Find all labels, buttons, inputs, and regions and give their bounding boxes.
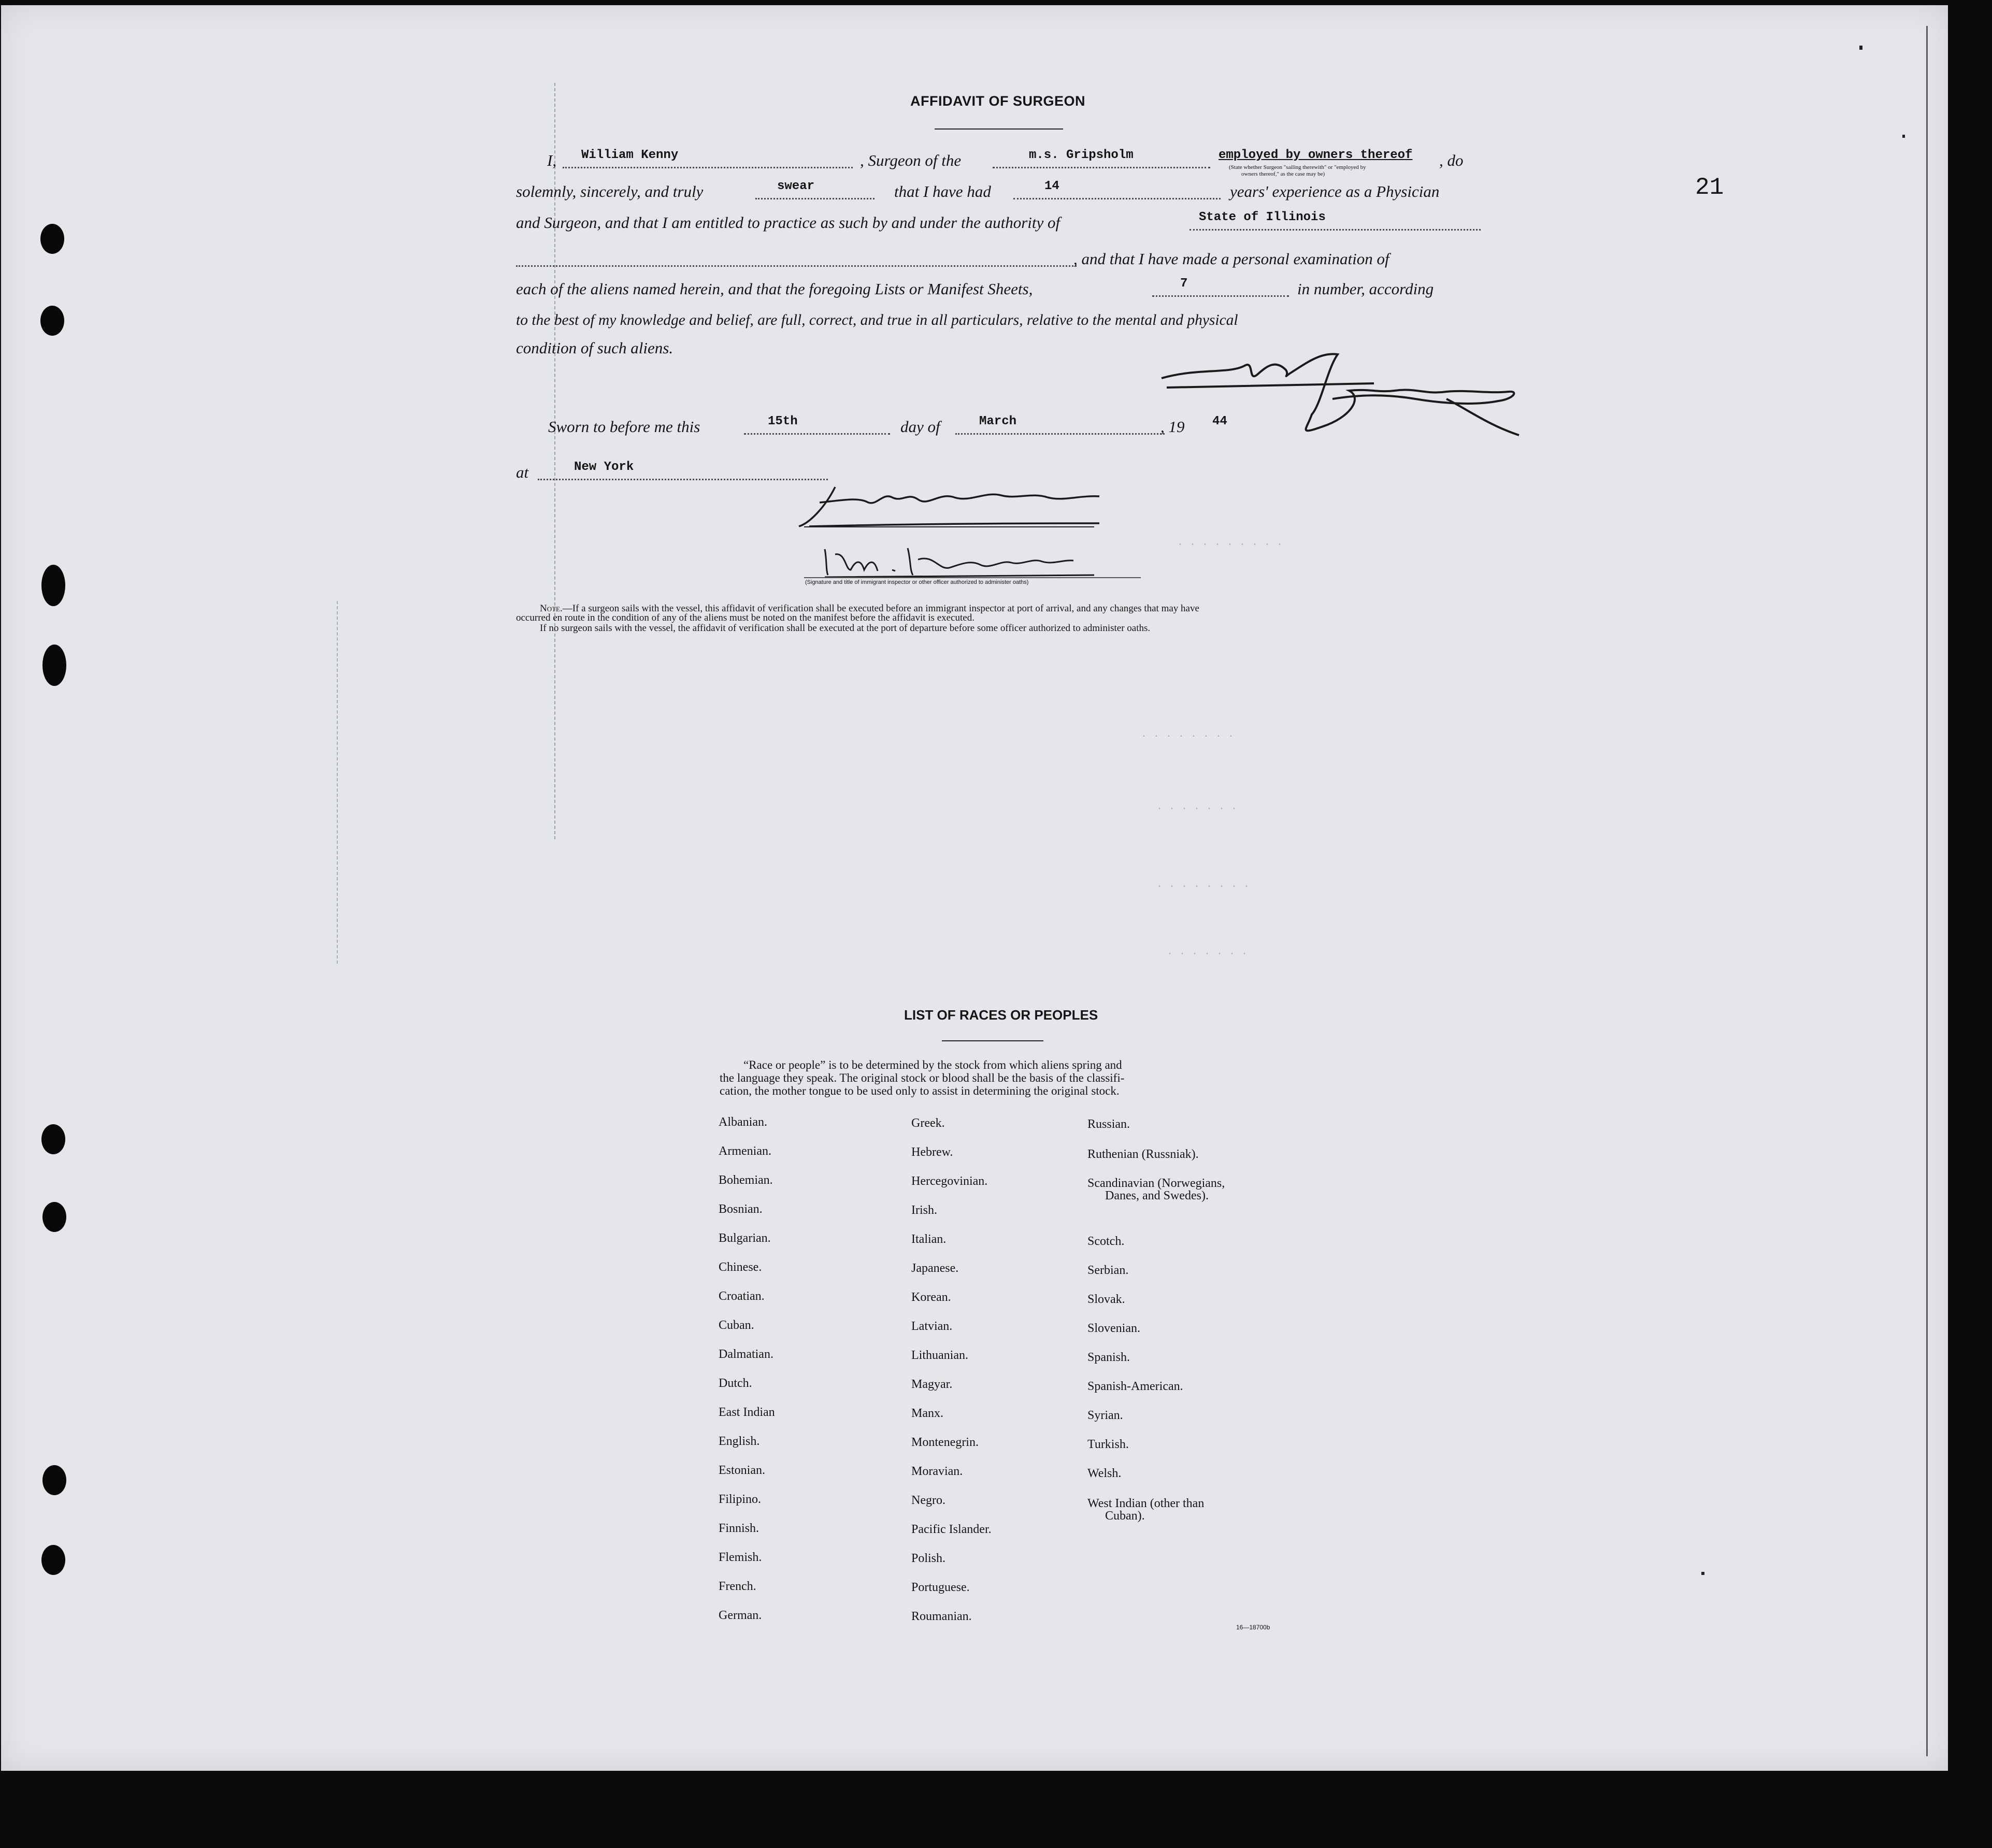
race-item: Italian. (911, 1233, 947, 1246)
punch-hole (41, 1124, 65, 1154)
race-item: Flemish. (719, 1551, 762, 1564)
signature-caption: (Signature and title of immigrant inspector or other officer authorized to administer oaths) (805, 579, 1029, 585)
race-item: Cuban. (719, 1319, 754, 1332)
text-fragment: condition of such aliens. (516, 339, 673, 357)
text-fragment: I, (547, 151, 557, 169)
race-item: Russian. (1087, 1118, 1130, 1131)
race-item: Pacific Islander. (911, 1523, 992, 1536)
text-fragment: day of (900, 418, 940, 436)
speck (1701, 1572, 1704, 1575)
race-item: Montenegrin. (911, 1436, 979, 1449)
race-item: Danes, and Swedes). (1105, 1189, 1209, 1202)
race-item: Moravian. (911, 1465, 963, 1478)
race-item: Croatian. (719, 1290, 765, 1303)
punch-hole (42, 1202, 66, 1232)
text-fragment: Sworn to before me this (548, 418, 700, 436)
punch-hole (40, 306, 64, 336)
bleed-through-mark: · · · · · · · · (1156, 881, 1250, 893)
race-item: Finnish. (719, 1522, 759, 1535)
text-fragment: , 19 (1160, 418, 1185, 436)
employment-note: (State whether Surgeon "sailing therewith" or "employed by (1229, 164, 1366, 170)
race-item: Slovak. (1087, 1293, 1125, 1306)
affidavit-title: AFFIDAVIT OF SURGEON (910, 93, 1085, 109)
race-item: Bosnian. (719, 1202, 763, 1216)
note-label: Note. (540, 603, 563, 614)
text-fragment: at (516, 463, 529, 481)
margin-rule (1926, 26, 1929, 1756)
sworn-day: 15th (768, 414, 798, 428)
race-item: Serbian. (1087, 1264, 1129, 1277)
officer-signature-line (804, 526, 1094, 527)
form-number: 16—18700b (1236, 1624, 1270, 1631)
race-item: Hebrew. (911, 1145, 953, 1159)
race-item: Albanian. (719, 1115, 767, 1129)
races-title: LIST OF RACES OR PEOPLES (904, 1007, 1098, 1023)
punch-hole (40, 224, 64, 254)
race-item: German. (719, 1609, 762, 1622)
race-item: Chinese. (719, 1260, 762, 1274)
sworn-month: March (979, 414, 1017, 428)
text-fragment: to the best of my knowledge and belief, are full, correct, and true in all particulars, relative to the mental and physical (516, 312, 1238, 328)
bleed-through-mark: · · · · · · · · (1141, 730, 1235, 742)
blank-line (755, 183, 875, 199)
race-item: Armenian. (719, 1144, 771, 1158)
sheet-count: 7 (1180, 277, 1188, 291)
race-item: Negro. (911, 1494, 945, 1507)
text-fragment: , do (1439, 151, 1464, 169)
race-item: Welsh. (1087, 1467, 1122, 1480)
races-intro-line: the language they speak. The original stock or blood shall be the basis of the classifi- (720, 1071, 1125, 1084)
ship-name: m.s. Gripsholm (1029, 148, 1134, 162)
page-number: 21 (1695, 174, 1724, 201)
employment-status: employed by owners thereof (1219, 148, 1413, 162)
speck (1859, 46, 1862, 50)
text-fragment: , Surgeon of the (860, 151, 962, 169)
margin-rule (337, 601, 339, 964)
licensing-authority: State of Illinois (1199, 210, 1326, 224)
race-item: English. (719, 1435, 760, 1448)
text-fragment: in number, according (1297, 280, 1434, 298)
surgeon-signature (1156, 347, 1535, 451)
speck (1902, 135, 1905, 138)
race-item: East Indian (719, 1406, 775, 1419)
race-item: Portuguese. (911, 1581, 970, 1594)
race-item: West Indian (other than (1087, 1497, 1205, 1510)
officer-title-line (804, 577, 1141, 578)
text-fragment: and Surgeon, and that I am entitled to practice as such by and under the authority of (516, 213, 1061, 232)
text-fragment: solemnly, sincerely, and truly (516, 182, 704, 200)
bleed-through-mark: · · · · · · · · · (1177, 539, 1283, 551)
race-item: Slovenian. (1087, 1322, 1140, 1335)
races-title-underline (942, 1040, 1043, 1041)
sworn-place: New York (574, 460, 634, 474)
race-item: Irish. (911, 1204, 937, 1217)
race-item: Bohemian. (719, 1173, 773, 1187)
text-fragment: each of the aliens named herein, and that the foregoing Lists or Manifest Sheets, (516, 280, 1033, 298)
officer-title-handwriting (814, 539, 1105, 580)
blank-line (516, 251, 1077, 267)
oath-type: swear (777, 179, 815, 193)
race-item: Magyar. (911, 1378, 953, 1391)
race-item: Syrian. (1087, 1409, 1123, 1422)
race-item: Japanese. (911, 1262, 959, 1275)
text-fragment: years' experience as a Physician (1230, 182, 1440, 200)
text-fragment: , and that I have made a personal examination of (1073, 250, 1389, 268)
race-item: Estonian. (719, 1464, 765, 1477)
race-item: Spanish-American. (1087, 1380, 1183, 1393)
punch-hole (41, 1545, 65, 1575)
race-item: Roumanian. (911, 1610, 972, 1623)
blank-line (1152, 281, 1289, 297)
surgeon-name: William Kenny (581, 148, 679, 162)
race-item: Lithuanian. (911, 1349, 968, 1362)
race-item: Spanish. (1087, 1351, 1130, 1364)
race-item: Korean. (911, 1291, 951, 1304)
race-item: Hercegovinian. (911, 1174, 988, 1188)
officer-signature (789, 477, 1120, 534)
note-text: —If a surgeon sails with the vessel, this affidavit of verification shall be executed before an immigrant inspector at port of arrival, and any changes that may have (562, 603, 1199, 614)
race-item: French. (719, 1580, 756, 1593)
punch-hole (41, 565, 65, 606)
race-item: Scotch. (1087, 1235, 1125, 1248)
document-page (1, 5, 1948, 1771)
punch-hole (42, 1465, 66, 1495)
punch-hole (42, 644, 66, 686)
note-line-3: If no surgeon sails with the vessel, the affidavit of verification shall be executed at the port of departure before some officer authorized to administer oaths. (540, 623, 1151, 634)
note-line-2: occurred en route in the condition of any of the aliens must be noted on the manifest before the affidavit is executed. (516, 612, 974, 623)
race-item: Filipino. (719, 1493, 762, 1506)
race-item: Latvian. (911, 1320, 953, 1333)
employment-note: owners thereof," as the case may be) (1241, 171, 1325, 177)
races-intro-line: “Race or people” is to be determined by the stock from which aliens spring and (743, 1058, 1122, 1071)
race-item: Ruthenian (Russniak). (1087, 1148, 1199, 1161)
race-item: Cuban). (1105, 1509, 1145, 1523)
race-item: Manx. (911, 1407, 943, 1420)
title-underline (935, 128, 1063, 130)
race-item: Dalmatian. (719, 1348, 773, 1361)
blank-line (744, 419, 890, 435)
race-item: Scandinavian (Norwegians, (1087, 1177, 1225, 1190)
race-item: Greek. (911, 1116, 945, 1130)
text-fragment: that I have had (894, 182, 991, 200)
bleed-through-mark: · · · · · · · (1156, 803, 1238, 815)
race-item: Bulgarian. (719, 1231, 771, 1245)
years-experience: 14 (1044, 179, 1059, 193)
race-item: Dutch. (719, 1377, 752, 1390)
race-item: Turkish. (1087, 1438, 1129, 1451)
sworn-year: 44 (1212, 414, 1227, 428)
bleed-through-mark: · · · · · · · (1167, 948, 1248, 960)
race-item: Polish. (911, 1552, 946, 1565)
races-intro-line: cation, the mother tongue to be used only to assist in determining the original stock. (720, 1084, 1120, 1097)
